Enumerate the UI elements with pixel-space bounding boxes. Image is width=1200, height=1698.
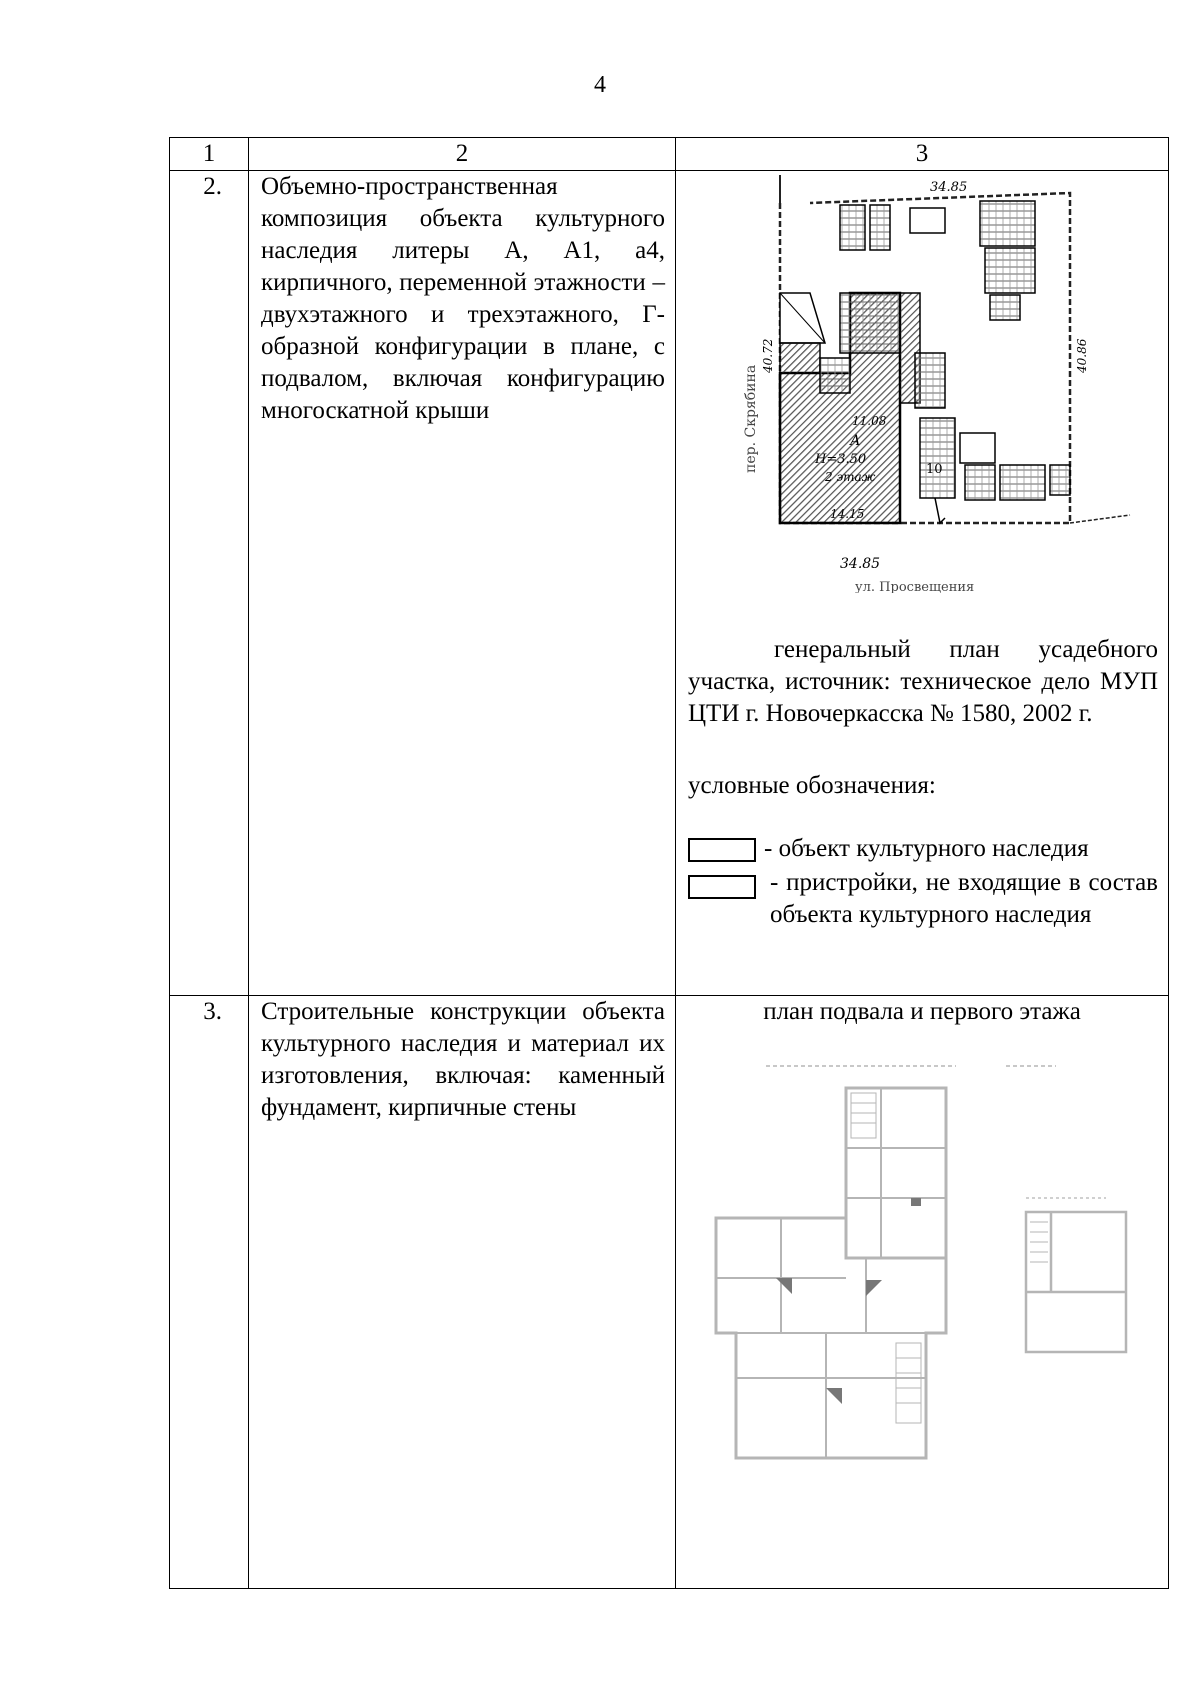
header-col-3: 3	[676, 138, 1169, 171]
basement-plan-figure	[1016, 1192, 1136, 1362]
site-plan-figure	[720, 173, 1140, 593]
plan-street-left: пер. Скрябина	[743, 364, 759, 473]
site-plan-caption	[688, 634, 1158, 730]
plan-dim-inner: 14.15	[830, 507, 865, 521]
plan-room-10: 10	[926, 462, 943, 477]
row-illustration	[676, 996, 1169, 1589]
attributes-table	[169, 137, 1169, 1589]
row-number: 2.	[170, 171, 249, 996]
floor-plan-caption: план подвала и первого этажа	[763, 998, 1081, 1025]
row-description	[249, 996, 676, 1589]
header-col-2: 2	[249, 138, 676, 171]
header-col-1: 1	[170, 138, 249, 171]
description-text: Объемно-пространственная композиция объекта культурного наследия литеры А, А1, а4, кирпичного, переменной этажности – двухэтажного и трехэтажного, Г-образной конфигурации в плане, с подвалом, включая конфигурацию многоскатной крыши	[261, 173, 665, 424]
plan-dim-left: 40.72	[761, 338, 775, 373]
legend-swatch	[688, 875, 756, 899]
row-description	[249, 171, 676, 996]
plan-dim-bottom: 34.85	[840, 556, 881, 572]
legend-label: - пристройки, не входящие в состав объекта культурного наследия	[770, 869, 1158, 928]
row-illustration	[676, 171, 1169, 996]
plan-dim-top: 34.85	[930, 180, 968, 195]
row-number: 3.	[170, 996, 249, 1589]
table-row	[170, 996, 1169, 1589]
plan-room-letter: А	[850, 433, 861, 449]
caption-text: генеральный план усадебного участка, источник: техническое дело МУП ЦТИ г. Новочеркасска № 1580, 2002 г.	[688, 636, 1158, 727]
plan-street-bottom: ул. Просвещения	[855, 580, 975, 593]
legend-title: условные обозначения:	[688, 772, 936, 799]
legend-swatch	[688, 838, 756, 862]
legend-item-heritage	[688, 833, 1089, 865]
plan-dim-right: 40.86	[1075, 338, 1089, 373]
legend-label: - объект культурного наследия	[764, 835, 1089, 862]
table-header-row	[170, 138, 1169, 171]
table-row	[170, 171, 1169, 996]
page-number: 4	[594, 72, 606, 98]
plan-room-height: Н=3.50	[815, 452, 867, 467]
legend-item-annexes	[688, 867, 1158, 931]
plan-room-width: 11.08	[852, 414, 887, 428]
plan-room-floors: 2 этаж	[825, 470, 876, 484]
description-text: Строительные конструкции объекта культурного наследия и материал их изготовления, включая: каменный фундамент, кирпичные стены	[261, 998, 665, 1121]
